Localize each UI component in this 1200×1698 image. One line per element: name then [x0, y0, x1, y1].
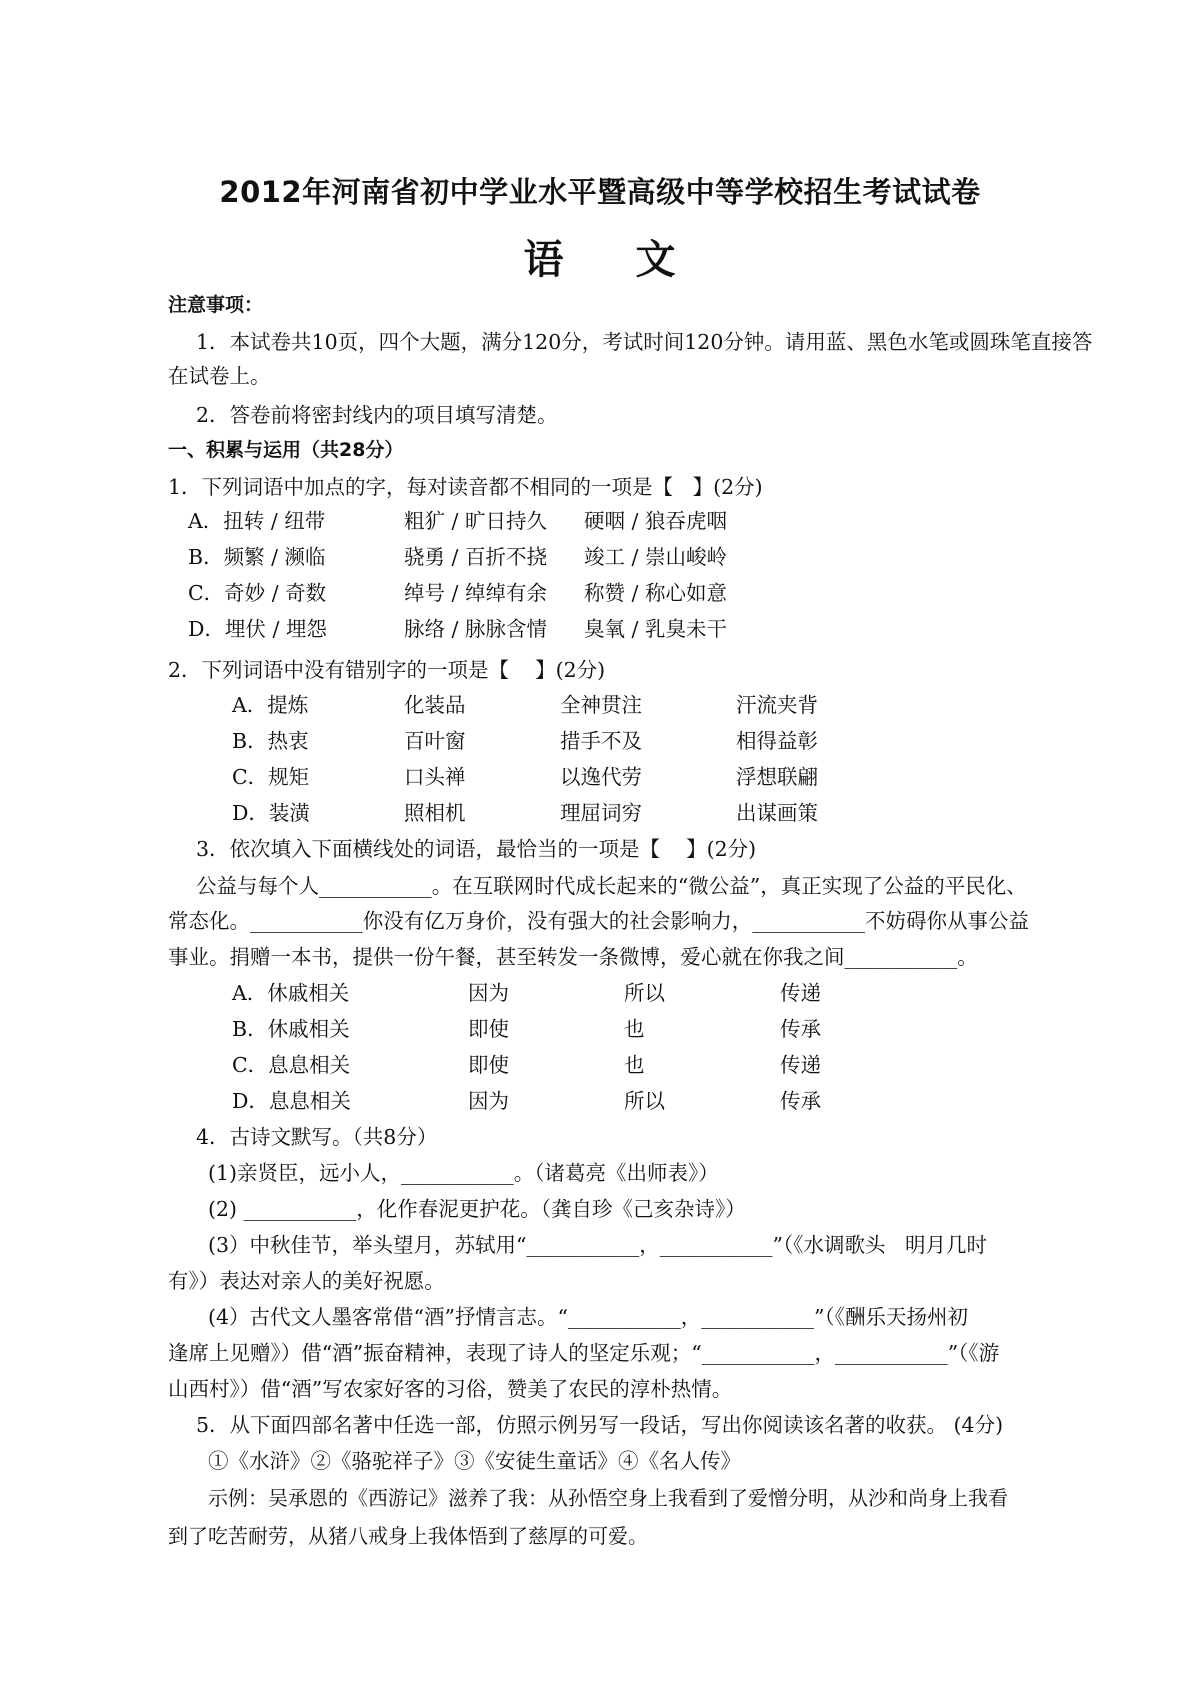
q3-option-d-col4: 传承 [780, 1089, 821, 1113]
q3-option-a-col4: 传递 [780, 981, 821, 1005]
q3-option-b-col3: 也 [624, 1017, 645, 1041]
question-2-stem: 2．下列词语中没有错别字的一项是【 】(2分) [168, 658, 606, 682]
q3-option-c-col4: 传递 [780, 1053, 821, 1077]
question-4-item-4: (4）古代文人墨客常借“酒”抒情言志。“___________，___________”（《酬乐天扬州初 [208, 1305, 968, 1329]
q2-option-a-col4: 汗流夹背 [736, 693, 818, 717]
exam-title: 2012年河南省初中学业水平暨高级中等学校招生考试试卷 [219, 175, 981, 209]
subject-title: 语 文 [523, 237, 677, 283]
q3-option-a-col1: A．休戚相关 [232, 981, 350, 1005]
question-3-paragraph-3: 事业。捐赠一本书，提供一份午餐，甚至转发一条微博，爱心就在你我之间___________。 [168, 945, 978, 969]
q2-option-b-col2: 百叶窗 [404, 729, 466, 753]
question-5-example: 示例：吴承恩的《西游记》滋养了我：从孙悟空身上我看到了爱憎分明，从沙和尚身上我看 [208, 1486, 1008, 1510]
q1-option-c-col3: 称赞 / 称心如意 [584, 581, 727, 605]
q1-option-c-col2: 绰号 / 绰绰有余 [404, 581, 547, 605]
q1-option-d-col2: 脉络 / 脉脉含情 [404, 617, 547, 641]
section-heading: 一、积累与运用（共28分） [168, 439, 404, 461]
q2-option-a-col3: 全神贯注 [560, 693, 642, 717]
q1-option-b-col3: 竣工 / 崇山峻岭 [584, 545, 727, 569]
q3-option-b-col4: 传承 [780, 1017, 821, 1041]
question-3-paragraph-1: 公益与每个人___________。在互联网时代成长起来的“微公益”，真正实现了公益的平民化、 [196, 874, 1027, 898]
question-3-stem: 3．依次填入下面横线处的词语，最恰当的一项是【 】(2分) [196, 837, 757, 861]
q2-option-c-col2: 口头禅 [404, 765, 466, 789]
q1-option-d-col1: D．埋伏 / 埋怨 [188, 617, 327, 641]
question-3-paragraph-2: 常态化。___________你没有亿万身价，没有强大的社会影响力，___________不妨碍你从事公益 [168, 909, 1029, 933]
q2-option-d-col3: 理屈词穷 [560, 801, 642, 825]
notice-heading: 注意事项： [168, 294, 264, 316]
q2-option-a-col1: A．提炼 [232, 693, 309, 717]
question-4-stem: 4．古诗文默写。（共8分） [196, 1125, 438, 1149]
question-5-example-cont: 到了吃苦耐劳，从猪八戒身上我体悟到了慈厚的可爱。 [168, 1524, 648, 1548]
q3-option-d-col3: 所以 [624, 1089, 665, 1113]
question-4-item-2: (2) ___________，化作春泥更护花。（龚自珍《己亥杂诗》） [208, 1197, 746, 1221]
question-4-item-3-cont: 有》）表达对亲人的美好祝愿。 [168, 1269, 445, 1293]
q1-option-b-col1: B．频繁 / 濒临 [188, 545, 326, 569]
question-4-item-4-cont-2: 山西村》）借“酒”写农家好客的习俗，赞美了农民的淳朴热情。 [168, 1377, 733, 1401]
q3-option-a-col2: 因为 [468, 981, 509, 1005]
q3-option-c-col2: 即使 [468, 1053, 509, 1077]
notice-item-2: 2．答卷前将密封线内的项目填写清楚。 [196, 403, 558, 427]
q1-option-c-col1: C．奇妙 / 奇数 [188, 581, 327, 605]
q3-option-a-col3: 所以 [624, 981, 665, 1005]
q2-option-b-col3: 措手不及 [560, 729, 642, 753]
q2-option-c-col1: C．规矩 [232, 765, 310, 789]
q1-option-d-col3: 臭氧 / 乳臭未干 [584, 617, 727, 641]
q2-option-b-col1: B．热衷 [232, 729, 309, 753]
q2-option-c-col4: 浮想联翩 [736, 765, 818, 789]
notice-item-1-cont: 在试卷上。 [168, 364, 271, 388]
q1-option-a-col1: A．扭转 / 纽带 [188, 509, 326, 533]
q2-option-a-col2: 化装品 [404, 693, 466, 717]
question-5-stem: 5．从下面四部名著中任选一部，仿照示例另写一段话，写出你阅读该名著的收获。 (4分) [196, 1413, 1004, 1437]
notice-item-1: 1．本试卷共10页，四个大题，满分120分，考试时间120分钟。请用蓝、黑色水笔或圆珠笔直接答 [196, 330, 1093, 354]
q2-option-c-col3: 以逸代劳 [560, 765, 642, 789]
q1-option-b-col2: 骁勇 / 百折不挠 [404, 545, 547, 569]
question-5-books: ①《水浒》②《骆驼祥子》③《安徒生童话》④《名人传》 [208, 1449, 741, 1473]
question-4-item-4-cont-1: 逢席上见赠》）借“酒”振奋精神，表现了诗人的坚定乐观；“___________，___________”（《游 [168, 1341, 1000, 1365]
question-4-item-1: (1)亲贤臣，远小人，___________。（诸葛亮《出师表》） [208, 1161, 719, 1185]
q3-option-b-col1: B．休戚相关 [232, 1017, 350, 1041]
q2-option-d-col1: D．装潢 [232, 801, 310, 825]
question-1-stem: 1．下列词语中加点的字，每对读音都不相同的一项是【 】(2分) [168, 475, 763, 499]
q3-option-d-col2: 因为 [468, 1089, 509, 1113]
question-4-item-3: (3）中秋佳节，举头望月，苏轼用“___________，___________”（《水调歌头 明月几时 [208, 1233, 988, 1257]
q2-option-d-col4: 出谋画策 [736, 801, 818, 825]
q2-option-b-col4: 相得益彰 [736, 729, 818, 753]
q3-option-c-col1: C．息息相关 [232, 1053, 351, 1077]
q1-option-a-col2: 粗犷 / 旷日持久 [404, 509, 547, 533]
q2-option-d-col2: 照相机 [404, 801, 466, 825]
q3-option-c-col3: 也 [624, 1053, 645, 1077]
q3-option-b-col2: 即使 [468, 1017, 509, 1041]
q3-option-d-col1: D．息息相关 [232, 1089, 351, 1113]
q1-option-a-col3: 硬咽 / 狼吞虎咽 [584, 509, 727, 533]
